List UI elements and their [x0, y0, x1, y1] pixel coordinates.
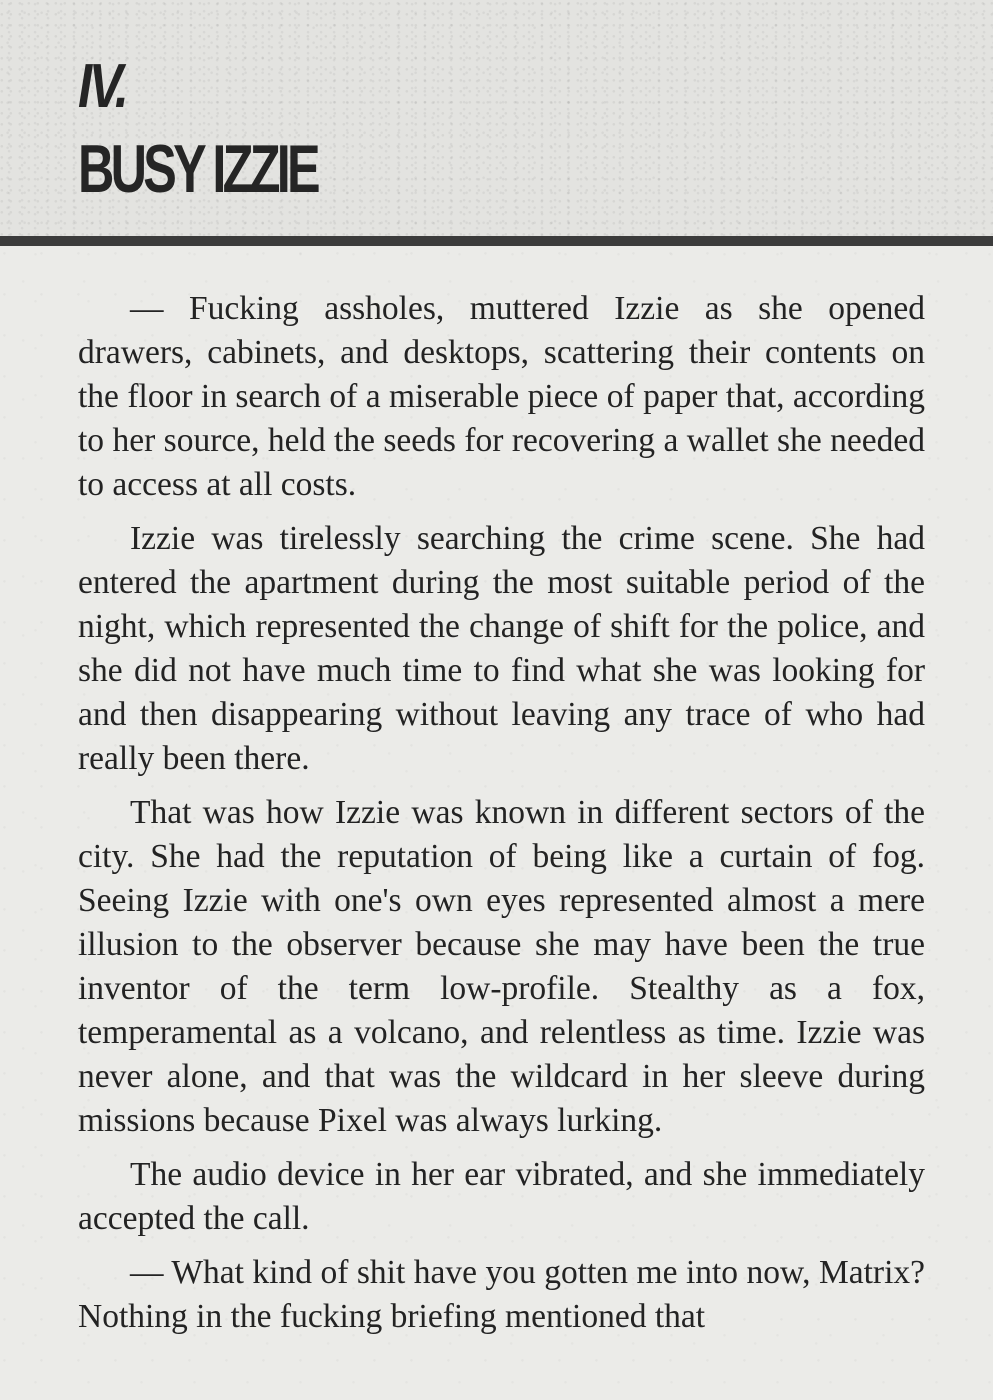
paragraph: — Fucking assholes, muttered Izzie as she opened drawers, cabinets, and desktops, scattering their contents on the floor in search of a miserable piece of paper that, according to her source, held the seeds for recovering a wallet she needed to access at all costs. — [78, 290, 925, 503]
chapter-number: IV. — [78, 52, 126, 121]
paragraph: The audio device in her ear vibrated, and she immediately accepted the call. — [78, 1156, 925, 1237]
paragraph: That was how Izzie was known in different sectors of the city. She had the reputation of being like a curtain of fog. Seeing Izzie with one's own eyes represented almost a mere illusion to the observer because she may have been the true inventor of the term low-profile. Stealthy as a fox, temperamental as a volcano, and relentless as time. Izzie was never alone, and that was the wildcard in her sleeve during missions because Pixel was always lurking. — [78, 794, 925, 1139]
paragraph: — What kind of shit have you gotten me into now, Matrix? Nothing in the fucking briefing mentioned that — [78, 1254, 925, 1335]
header-divider — [0, 236, 993, 246]
paragraph: Izzie was tirelessly searching the crime scene. She had entered the apartment during the most suitable period of the night, which represented the change of shift for the police, and she did not have much time to find what she was looking for and then disappearing without leaving any trace of who had really been there. — [78, 520, 925, 777]
chapter-header — [0, 0, 993, 236]
chapter-body — [78, 287, 925, 1349]
chapter-title: BUSY IZZIE — [78, 131, 317, 207]
